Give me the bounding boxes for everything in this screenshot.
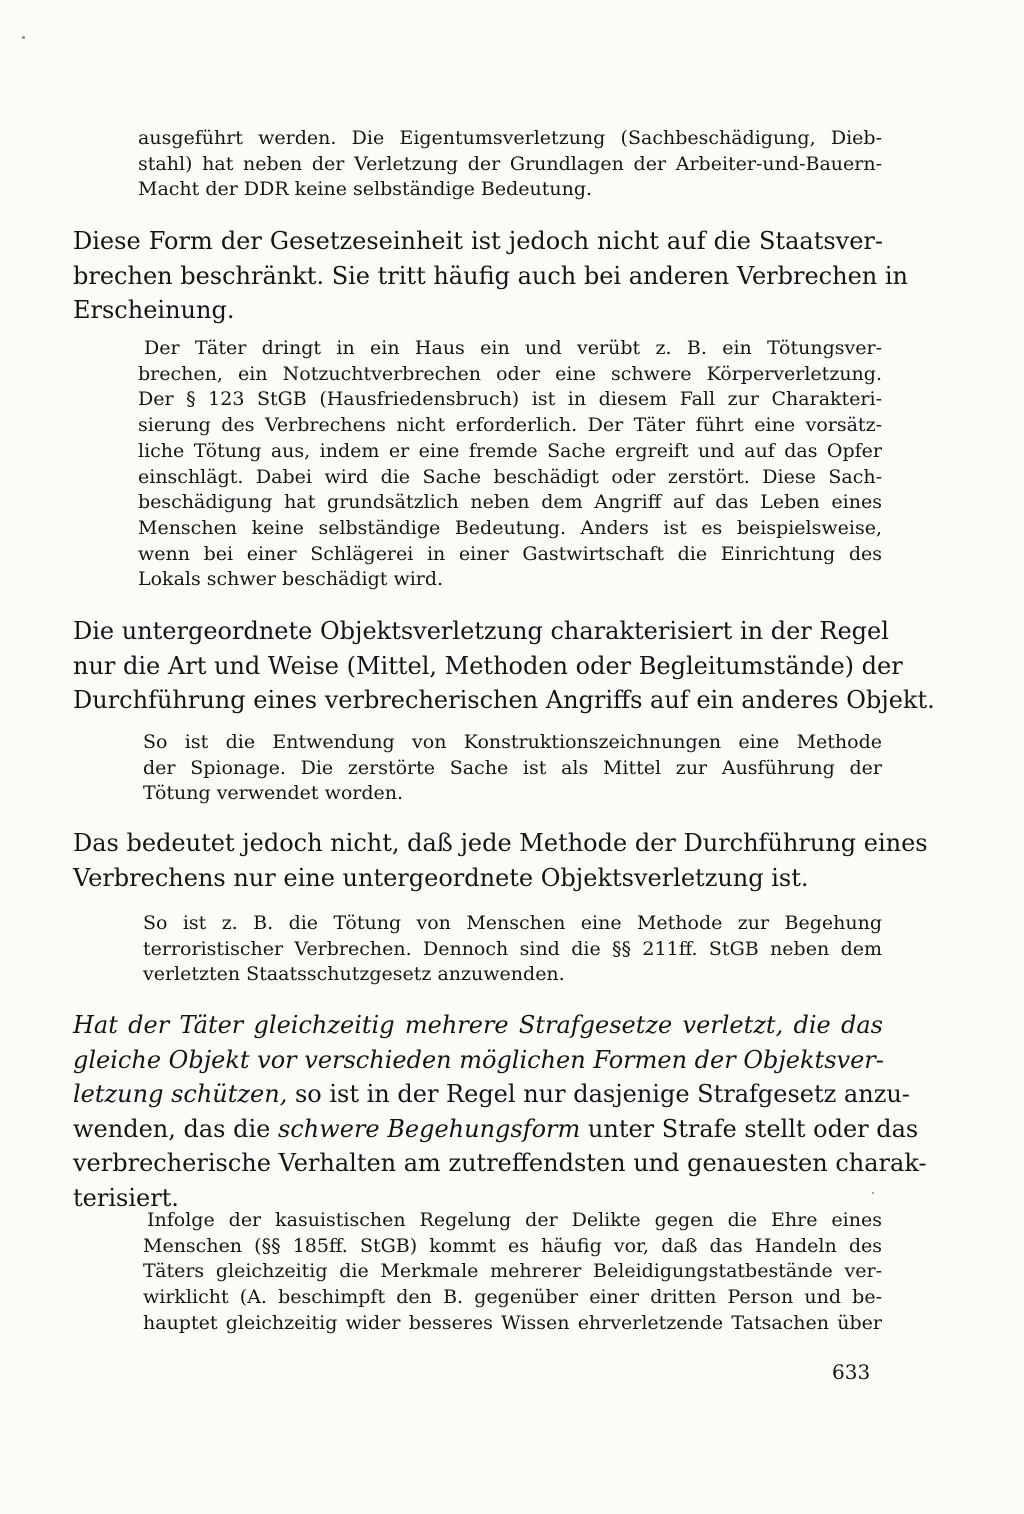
paragraph-1 (138, 126, 882, 203)
text-line: Macht der DDR keine selbständige Bedeutung. (138, 178, 593, 201)
text-line: Die untergeordnete Objektsverletzung charakterisiert in der Regel (73, 617, 889, 645)
text-line: Verbrechens nur eine untergeordnete Objektsverletzung ist. (73, 863, 809, 892)
emphasis-text: Hat der Täter gleichzeitig mehrere Strafgesetze verletzt, die das (73, 1011, 883, 1039)
text-line: stahl) hat neben der Verletzung der Grundlagen der Arbeiter-und-Bauern- (138, 152, 882, 175)
text-line (73, 1112, 919, 1147)
text-line: Lokals schwer beschädigt wird. (138, 568, 444, 591)
text-line: Menschen (§§ 185ff. StGB) kommt es häufig vor, daß das Handeln des (143, 1234, 882, 1257)
text-line: einschlägt. Dabei wird die Sache beschädigt oder zerstört. Diese Sach- (138, 465, 882, 488)
text-line: nur die Art und Weise (Mittel, Methoden oder Begleitumstände) der (73, 651, 903, 680)
text-line: Erscheinung. (73, 296, 235, 324)
text-line: terroristischer Verbrechen. Dennoch sind die §§ 211ff. StGB neben dem (143, 937, 882, 960)
text-line: So ist z. B. die Tötung von Menschen eine Methode zur Begehung (143, 912, 882, 934)
text-line: Menschen keine selbständige Bedeutung. Anders ist es beispielsweise, (138, 516, 882, 539)
plain-text: wenden, das die (73, 1114, 278, 1143)
paragraph-3 (138, 336, 882, 593)
text-line: Tötung verwendet worden. (143, 782, 404, 805)
plain-text: terisiert. (73, 1183, 179, 1212)
text-line: So ist die Entwendung von Konstruktionszeichnungen eine Methode (143, 731, 882, 753)
text-line: brechen beschränkt. Sie tritt häufig auch bei anderen Verbrechen in (73, 261, 908, 290)
paragraph-4 (73, 614, 935, 718)
text-line: der Spionage. Die zerstörte Sache ist als Mittel zur Ausführung der (143, 756, 882, 779)
text-line: Infolge der kasuistischen Regelung der Delikte gegen die Ehre eines (147, 1209, 882, 1231)
text-line: Durchführung eines verbrecherischen Angriffs auf ein anderes Objekt. (73, 686, 935, 714)
emphasis-text: letzung schützen, (73, 1080, 288, 1108)
paragraph-2 (73, 224, 908, 328)
plain-text: verbrecherische Verhalten am zutreffendsten und genauesten charak- (73, 1149, 927, 1177)
text-line: Der § 123 StGB (Hausfriedensbruch) ist in diesem Fall zur Charakteri- (138, 388, 882, 411)
text-line: Täters gleichzeitig die Merkmale mehrerer Beleidigungstatbestände ver- (143, 1260, 882, 1283)
text-line: sierung des Verbrechens nicht erforderlich. Der Täter führt eine vorsätz- (138, 414, 882, 437)
paragraph-5 (143, 730, 882, 807)
paragraph-6 (73, 826, 928, 895)
paragraph-8 (73, 1008, 927, 1215)
text-line: Der Täter dringt in ein Haus ein und verübt z. B. ein Tötungsver- (144, 337, 882, 359)
text-line: wenn bei einer Schlägerei in einer Gastwirtschaft die Einrichtung des (138, 542, 882, 565)
emphasis-text: gleiche Objekt vor verschieden möglichen Formen der Objektsver- (73, 1045, 884, 1074)
text-line: brechen, ein Notzuchtverbrechen oder eine schwere Körperverletzung. (138, 362, 882, 385)
text-line: Diese Form der Gesetzeseinheit ist jedoch nicht auf die Staatsver- (73, 227, 883, 255)
scan-speck (22, 36, 25, 39)
text-line: ausgeführt werden. Die Eigentumsverletzung (Sachbeschädigung, Dieb- (138, 127, 882, 149)
scan-speck (872, 1192, 874, 1194)
paragraph-7 (143, 911, 882, 988)
page-number: 633 (832, 1360, 871, 1384)
text-line: Das bedeutet jedoch nicht, daß jede Methode der Durchführung eines (73, 829, 928, 857)
text-line: verletzten Staatsschutzgesetz anzuwenden. (143, 963, 565, 986)
paragraph-9 (143, 1208, 882, 1337)
text-line (73, 1043, 883, 1078)
emphasis-text: schwere Begehungsform (277, 1114, 581, 1143)
plain-text: so ist in der Regel nur dasjenige Strafgesetz anzu- (287, 1080, 910, 1108)
text-line (73, 1077, 910, 1112)
text-line: wirklicht (A. beschimpft den B. gegenüber einer dritten Person und be- (143, 1286, 882, 1309)
text-line: beschädigung hat grundsätzlich neben dem Angriff auf das Leben eines (138, 491, 882, 514)
text-line: liche Tötung aus, indem er eine fremde Sache ergreift und auf das Opfer (138, 439, 882, 462)
text-line: hauptet gleichzeitig wider besseres Wissen ehrverletzende Tatsachen über (143, 1311, 882, 1334)
text-line (73, 1008, 883, 1043)
plain-text: unter Strafe stellt oder das (580, 1114, 919, 1143)
text-line (73, 1146, 927, 1181)
